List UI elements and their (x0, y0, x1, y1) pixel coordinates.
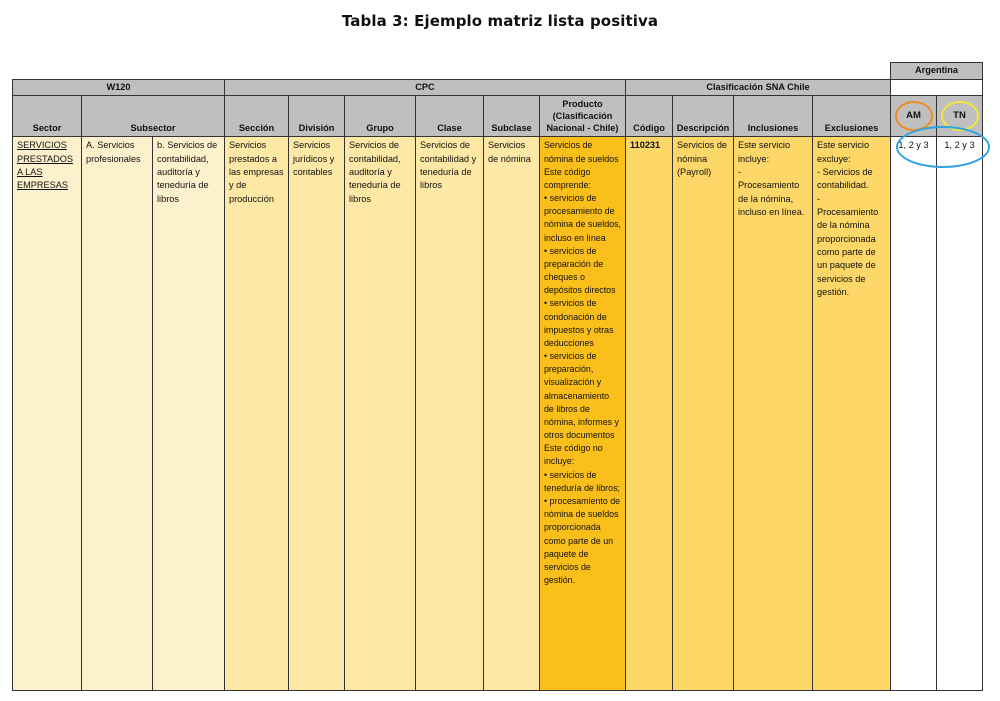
cell-grupo: Servicios de contabilidad, auditoría y teneduría de libros (345, 137, 416, 691)
country-header: Argentina (891, 63, 983, 80)
cell-subsector-b: b. Servicios de contabilidad, auditoría y teneduría de libros (153, 137, 225, 691)
cell-subclase: Servicios de nómina (484, 137, 540, 691)
positive-list-matrix (12, 62, 983, 691)
group-header-cpc: CPC (225, 80, 626, 96)
header-grupo: Grupo (345, 96, 416, 137)
group-header-w120: W120 (13, 80, 225, 96)
cell-exclusiones: Este servicio excluye: - Servicios de contabilidad. - Procesamiento de la nómina proporcionada como parte de un paquete de servicios de gestión. (813, 137, 891, 691)
header-sector: Sector (13, 96, 82, 137)
header-exclusiones: Exclusiones (813, 96, 891, 137)
cell-descripcion: Servicios de nómina (Payroll) (673, 137, 734, 691)
header-subsector: Subsector (82, 96, 225, 137)
am-circled-label: AM (895, 101, 933, 131)
header-descripcion: Descripción (673, 96, 734, 137)
header-am (891, 96, 937, 137)
cell-seccion: Servicios prestados a las empresas y de producción (225, 137, 289, 691)
header-inclusiones: Inclusiones (734, 96, 813, 137)
sector-link[interactable]: SERVICIOS PRESTADOS A LAS EMPRESAS (17, 140, 73, 191)
group-header-row (13, 80, 983, 96)
cell-subsector-a: A. Servicios profesionales (82, 137, 153, 691)
page-title: Tabla 3: Ejemplo matriz lista positiva (341, 12, 659, 30)
header-seccion: Sección (225, 96, 289, 137)
header-codigo: Código (626, 96, 673, 137)
cell-producto: Servicios de nómina de sueldos Este código comprende: • servicios de procesamiento de nómina de sueldos, incluso en línea • servicios de preparación de cheques o depósitos directos • servicios de condonación de impuestos y otras deducciones • servicios de preparación, visualización y almacenamiento de libros de nómina, informes y otros documentos Este código no incluye: • servicios de teneduría de libros; • procesamiento de nómina de sueldos proporcionada como parte de un paquete de servicios de gestión. (540, 137, 626, 691)
header-division: División (289, 96, 345, 137)
cell-sector (13, 137, 82, 691)
cell-tn: 1, 2 y 3 (937, 137, 983, 691)
header-clase: Clase (416, 96, 484, 137)
cell-codigo: 110231 (626, 137, 673, 691)
country-header-row (13, 63, 983, 80)
table-row (13, 137, 983, 691)
header-subclase: Subclase (484, 96, 540, 137)
cell-division: Servicios jurídicos y contables (289, 137, 345, 691)
header-tn (937, 96, 983, 137)
cell-clase: Servicios de contabilidad y teneduría de libros (416, 137, 484, 691)
cell-am: 1, 2 y 3 (891, 137, 937, 691)
column-header-row (13, 96, 983, 137)
tn-circled-label: TN (941, 101, 979, 131)
header-producto: Producto (Clasificación Nacional - Chile) (540, 96, 626, 137)
cell-inclusiones: Este servicio incluye: - Procesamiento de la nómina, incluso en línea. (734, 137, 813, 691)
group-header-sna: Clasificación SNA Chile (626, 80, 891, 96)
